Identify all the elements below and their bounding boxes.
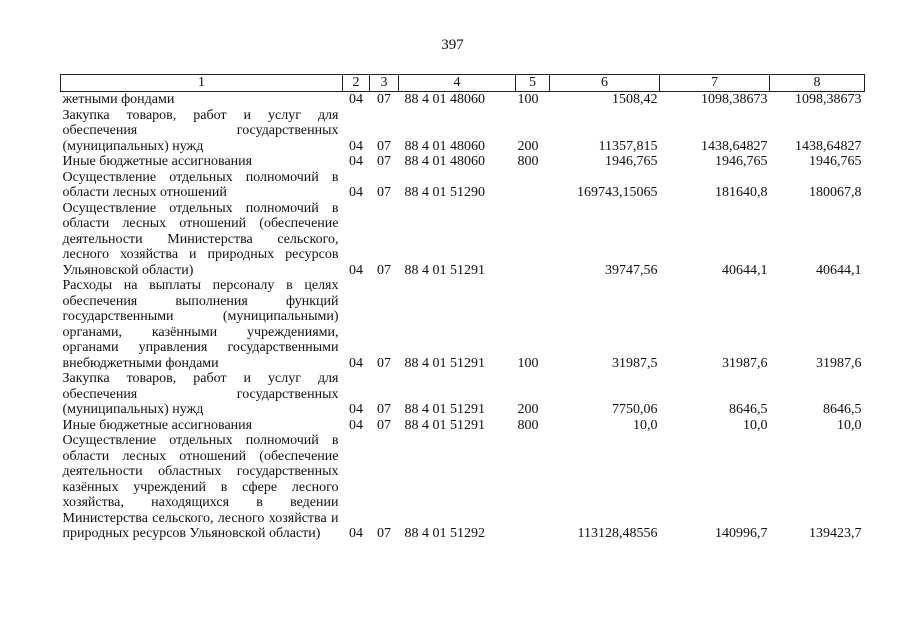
column-header-8: 8 (770, 75, 865, 92)
row-name: Закупка товаров, работ и услуг для обеспечения государственных (муниципальных) нужд (62, 107, 339, 154)
row-subsection: 07 (377, 402, 391, 417)
table-row (61, 108, 865, 155)
table-header-row (61, 75, 865, 92)
table-row (61, 418, 865, 434)
row-amount-col7: 181640,8 (715, 185, 768, 200)
row-section: 04 (349, 526, 363, 541)
row-target-article: 88 4 01 51291 (404, 417, 485, 433)
row-subsection: 07 (377, 417, 391, 433)
row-section: 04 (349, 138, 363, 154)
row-expense-type (516, 170, 550, 201)
row-amount-col6: 31987,5 (612, 355, 658, 371)
row-amount-col7: 40644,1 (722, 262, 768, 278)
row-expense-type: 100 (517, 92, 539, 107)
row-amount-col8: 8646,5 (823, 402, 862, 417)
column-header-6: 6 (550, 75, 660, 92)
row-target-article: 88 4 01 48060 (404, 92, 485, 107)
row-expense-type (516, 201, 550, 279)
row-amount-col8: 1438,64827 (795, 138, 862, 154)
row-name: жетными фондами (62, 92, 175, 107)
row-section: 04 (349, 262, 363, 278)
row-section: 04 (349, 417, 363, 433)
table-row (61, 154, 865, 170)
row-name: Осуществление отдельных полномочий в области лесных отношений (62, 169, 339, 200)
row-section: 04 (349, 154, 363, 169)
table-row (61, 92, 865, 108)
row-amount-col6: 39747,56 (605, 262, 658, 278)
row-amount-col6: 11357,815 (598, 138, 658, 154)
column-header-7: 7 (660, 75, 770, 92)
table-row (61, 371, 865, 418)
row-amount-col8: 10,0 (837, 417, 862, 433)
row-name: Закупка товаров, работ и услуг для обеспечения государственных (муниципальных) нужд (62, 371, 339, 417)
row-amount-col8: 1946,765 (809, 154, 862, 169)
row-amount-col6: 1508,42 (612, 92, 658, 107)
row-amount-col6: 169743,15065 (577, 185, 658, 200)
row-section: 04 (349, 402, 363, 417)
column-header-4: 4 (399, 75, 516, 92)
row-section: 04 (349, 185, 363, 200)
row-subsection: 07 (377, 154, 391, 169)
row-name: Иные бюджетные ассигнования (62, 417, 253, 433)
row-amount-col8: 40644,1 (816, 262, 862, 278)
row-amount-col7: 1438,64827 (701, 138, 768, 154)
row-expense-type: 800 (517, 417, 539, 433)
row-amount-col6: 1946,765 (605, 154, 658, 169)
row-amount-col6: 10,0 (633, 417, 658, 433)
row-subsection: 07 (377, 355, 391, 371)
row-target-article: 88 4 01 51290 (404, 185, 485, 200)
row-target-article: 88 4 01 51292 (404, 526, 485, 541)
row-amount-col6: 7750,06 (612, 402, 658, 417)
row-expense-type: 200 (517, 138, 539, 154)
row-subsection: 07 (377, 138, 391, 154)
row-expense-type: 100 (517, 355, 539, 371)
row-expense-type: 800 (517, 154, 539, 169)
row-target-article: 88 4 01 51291 (404, 402, 485, 417)
row-expense-type: 200 (517, 402, 539, 417)
row-name: Осуществление отдельных полномочий в области лесных отношений (обеспечение деятельности областных государственных казённых учреждений в сфере лесного хозяйства, находящихся в ведении Министерства сельского, лесного хозяйства и природных ресурсов Ульяновской области) (62, 433, 339, 541)
table-row (61, 433, 865, 542)
row-subsection: 07 (377, 185, 391, 200)
row-amount-col8: 139423,7 (809, 526, 862, 541)
row-name: Расходы на выплаты персоналу в целях обеспечения выполнения функций государственными (муниципальными) органами, казёнными учреждениями, органами управления государственными внебюджетными фондами (62, 278, 339, 371)
row-target-article: 88 4 01 51291 (404, 355, 485, 371)
row-amount-col8: 31987,6 (816, 355, 862, 371)
row-target-article: 88 4 01 48060 (404, 138, 485, 154)
row-amount-col7: 1946,765 (715, 154, 768, 169)
row-subsection: 07 (377, 262, 391, 278)
row-amount-col7: 31987,6 (722, 355, 768, 371)
table-row (61, 170, 865, 201)
row-amount-col7: 140996,7 (715, 526, 768, 541)
table-row (61, 278, 865, 371)
budget-table (60, 74, 865, 542)
table-row (61, 201, 865, 279)
row-target-article: 88 4 01 51291 (404, 262, 485, 278)
row-amount-col7: 8646,5 (729, 402, 768, 417)
column-header-2: 2 (343, 75, 370, 92)
row-amount-col6: 113128,48556 (577, 526, 658, 541)
column-header-3: 3 (370, 75, 399, 92)
column-header-5: 5 (516, 75, 550, 92)
column-header-1: 1 (61, 75, 343, 92)
row-target-article: 88 4 01 48060 (404, 154, 485, 169)
page-number: 397 (441, 37, 464, 53)
row-amount-col8: 180067,8 (809, 185, 862, 200)
row-amount-col7: 1098,38673 (701, 92, 768, 107)
row-amount-col8: 1098,38673 (795, 92, 862, 107)
row-expense-type (516, 433, 550, 542)
row-section: 04 (349, 92, 363, 107)
row-amount-col7: 10,0 (743, 417, 768, 433)
row-name: Иные бюджетные ассигнования (62, 154, 253, 169)
row-name: Осуществление отдельных полномочий в области лесных отношений (обеспечение деятельности Министерства сельского, лесного хозяйства и природных ресурсов Ульяновской области) (62, 200, 339, 278)
row-subsection: 07 (377, 526, 391, 541)
row-section: 04 (349, 355, 363, 371)
row-subsection: 07 (377, 92, 391, 107)
